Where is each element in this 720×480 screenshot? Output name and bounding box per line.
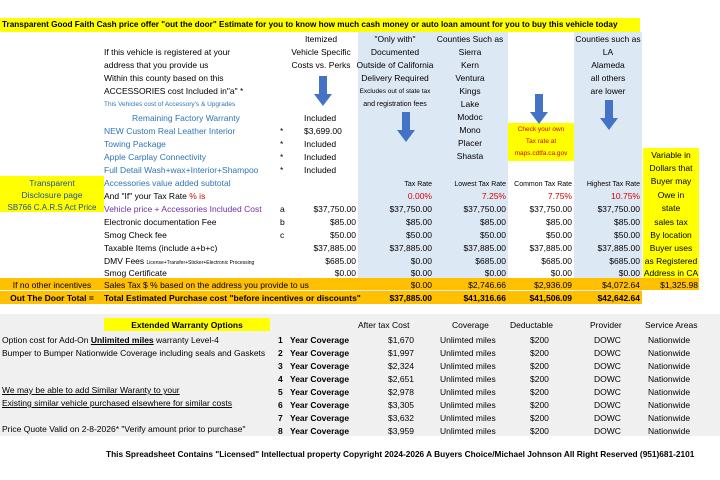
total-val: $37,885.00	[389, 293, 432, 303]
row-deductible: $200	[530, 335, 549, 345]
variable-note-8: as Registered	[644, 256, 698, 266]
similar-warranty-line-1: We may be able to add Similar Waranty to your	[2, 385, 180, 395]
row-term: Year Coverage	[290, 413, 350, 423]
row-coverage: Unlimted miles	[440, 348, 496, 358]
perk-label: Towing Package	[104, 139, 166, 149]
row-cost: $1,997	[388, 348, 414, 358]
row-term: Year Coverage	[290, 335, 350, 345]
perk-label: Accessories value added subtotal	[104, 178, 231, 188]
footer-copyright: This Spreadsheet Contains "Licensed" Intellectual property Copyright 2024-2026 A Buyers Choice/Michael Johnson All Right Reserved (951)681-2101	[106, 449, 695, 459]
row-deductible: $200	[530, 413, 549, 423]
only-with-h1: "Only with"	[374, 34, 416, 44]
row-val: $85.00	[406, 217, 432, 227]
sales-tax-label: Sales Tax $ % based on the address you provide to us	[104, 280, 309, 290]
row-term: Year Coverage	[290, 400, 350, 410]
perk-star: *	[280, 139, 284, 149]
check-tax-link[interactable]: maps.cdtfa.ca.gov	[514, 150, 568, 157]
down-arrow-icon	[314, 76, 332, 106]
total-val: $41,506.09	[529, 293, 572, 303]
row-cost: $3,959	[388, 426, 414, 436]
rate-header: Common Tax Rate	[514, 181, 572, 188]
perk-label: Full Detail Wash+wax+Interior+Shampoo	[104, 165, 259, 175]
row-val: $0.00	[550, 268, 572, 278]
row-val: $37,885.00	[597, 243, 640, 253]
row-label: Taxable Items (include a+b+c)	[104, 243, 218, 253]
row-coverage: Unlimted miles	[440, 413, 496, 423]
row-val: $37,750.00	[529, 204, 572, 214]
intro-line-1: If this vehicle is registered at your	[104, 47, 231, 57]
sales-tax-val: $2,936.09	[534, 280, 572, 290]
counties-low-0: Counties Such as	[436, 34, 504, 44]
row-val: $37,750.00	[389, 204, 432, 214]
tax-rate-label: And "If" your Tax Rate % is	[104, 191, 206, 201]
variable-note-2: Buyer may	[650, 176, 692, 186]
row-area: Nationwide	[648, 400, 691, 410]
down-arrow-icon	[397, 112, 415, 142]
check-tax-line-2: Tax rate at	[525, 138, 557, 145]
row-item: $0.00	[334, 268, 356, 278]
disclosure-label: Disclosure page	[21, 190, 83, 200]
row-val: $37,885.00	[463, 243, 506, 253]
row-val: $50.00	[546, 230, 572, 240]
total-label: Total Estimated Purchase cost "before incentives or discounts"	[104, 293, 361, 303]
variable-note-1: Dollars that	[649, 163, 693, 173]
perk-star: *	[280, 126, 284, 136]
row-term: Year Coverage	[290, 426, 350, 436]
row-cost: $3,305	[388, 400, 414, 410]
row-val: $0.00	[410, 256, 432, 266]
row-item: $85.00	[330, 217, 356, 227]
row-cost: $3,632	[388, 413, 414, 423]
only-with-h3: Outside of California	[356, 60, 434, 70]
intro-line-4: ACCESSORIES cost Included in"a" *	[104, 86, 244, 96]
counties-low-2: Kern	[461, 60, 479, 70]
variable-note-5: sales tax	[654, 217, 688, 227]
sales-tax-extra: $1,325.98	[660, 280, 698, 290]
row-num: 1	[278, 335, 283, 345]
row-area: Nationwide	[648, 348, 691, 358]
counties-high-1: LA	[602, 47, 614, 57]
tax-rate-value: 10.75%	[611, 191, 640, 201]
row-term: Year Coverage	[290, 348, 350, 358]
row-val: $0.00	[484, 268, 506, 278]
row-val: $85.00	[480, 217, 506, 227]
row-cost: $2,651	[388, 374, 414, 384]
counties-low-5: Lake	[460, 99, 480, 109]
counties-low-6: Modoc	[457, 112, 483, 122]
row-area: Nationwide	[648, 413, 691, 423]
row-item: $50.00	[330, 230, 356, 240]
perk-value: $3,699.00	[304, 126, 342, 136]
counties-low-1: Sierra	[458, 47, 482, 57]
warranty-intro-line-2: Bumper to Bumper Nationwide Coverage including seals and Gaskets	[2, 348, 266, 358]
row-num: 4	[278, 374, 283, 384]
warranty-header: Deductable	[510, 320, 554, 330]
only-with-note-2: and registration fees	[363, 101, 427, 108]
itemized-h3: Costs vs. Perks	[291, 60, 351, 70]
row-provider: DOWC	[594, 413, 621, 423]
only-with-h4: Delivery Required	[361, 73, 429, 83]
row-val: $37,750.00	[597, 204, 640, 214]
down-arrow-icon	[600, 100, 618, 130]
row-num: 8	[278, 426, 283, 436]
row-term: Year Coverage	[290, 361, 350, 371]
rate-header: Highest Tax Rate	[586, 181, 640, 188]
itemized-h2: Vehicle Specific	[291, 47, 351, 57]
intro-line-2: address that you provide us	[104, 60, 209, 70]
check-tax-line-1: Check your own	[517, 126, 565, 133]
row-val: $37,750.00	[463, 204, 506, 214]
sb766-label: SB766 C.A.R.S Act Price	[7, 203, 97, 212]
total-val: $41,316.66	[463, 293, 506, 303]
row-coverage: Unlimted miles	[440, 400, 496, 410]
row-term: Year Coverage	[290, 374, 350, 384]
variable-note-3: Owe in	[657, 190, 685, 200]
variable-note-0: Variable in	[651, 150, 691, 160]
warranty-header: Provider	[590, 320, 622, 330]
perk-value: Included	[304, 152, 337, 162]
rate-header: Tax Rate	[404, 181, 432, 188]
sales-tax-val: $2,746.66	[468, 280, 506, 290]
row-val: $0.00	[618, 268, 640, 278]
row-area: Nationwide	[648, 335, 691, 345]
row-term: Year Coverage	[290, 387, 350, 397]
perk-value: Included	[304, 139, 337, 149]
warranty-header: After tax Cost	[358, 320, 410, 330]
perk-label: Remaining Factory Warranty	[132, 113, 240, 123]
row-coverage: Unlimted miles	[440, 335, 496, 345]
variable-note-4: state	[661, 203, 681, 213]
row-deductible: $200	[530, 400, 549, 410]
warranty-intro-line-1: Option cost for Add-On Unlimited miles warranty Level-4	[2, 335, 219, 345]
counties-low-8: Placer	[457, 138, 483, 148]
row-code: b	[280, 217, 285, 227]
row-val: $50.00	[406, 230, 432, 240]
tax-rate-value: 7.25%	[481, 191, 506, 201]
row-deductible: $200	[530, 426, 549, 436]
row-provider: DOWC	[594, 400, 621, 410]
sales-tax-val: $4,072.64	[602, 280, 640, 290]
row-provider: DOWC	[594, 335, 621, 345]
row-coverage: Unlimted miles	[440, 374, 496, 384]
row-label: DMV Fees License+Transfer+Sticker+Electronic Processing	[104, 256, 255, 266]
row-label: Vehicle price + Accessories Included Cost	[104, 204, 262, 214]
intro-line-3: Within this county based on this	[104, 73, 224, 83]
row-provider: DOWC	[594, 387, 621, 397]
row-area: Nationwide	[648, 374, 691, 384]
row-code: a	[280, 204, 285, 214]
row-val: $85.00	[614, 217, 640, 227]
counties-low-7: Mono	[459, 125, 481, 135]
down-arrow-icon	[530, 94, 548, 124]
row-val: $685.00	[609, 256, 640, 266]
warranty-title: Extended Warranty Options	[131, 320, 243, 330]
similar-warranty-line-2: Existing similar vehicle purchased elsewhere for similar costs	[2, 398, 233, 408]
row-code: c	[280, 230, 285, 240]
row-num: 3	[278, 361, 283, 371]
tax-rate-value: 7.75%	[547, 191, 572, 201]
counties-low-3: Ventura	[455, 73, 485, 83]
perk-star: *	[280, 152, 284, 162]
counties-high-4: are lower	[590, 86, 626, 96]
row-val: $37,885.00	[529, 243, 572, 253]
row-coverage: Unlimted miles	[440, 387, 496, 397]
row-cost: $2,324	[388, 361, 414, 371]
row-val: $37,885.00	[389, 243, 432, 253]
total-val: $42,642.64	[597, 293, 640, 303]
row-item: $37,750.00	[313, 204, 356, 214]
variable-note-9: Address in CA	[643, 268, 699, 278]
row-provider: DOWC	[594, 348, 621, 358]
tax-rate-value: 0.00%	[407, 191, 432, 201]
counties-low-4: Kings	[459, 86, 481, 96]
row-val: $0.00	[410, 268, 432, 278]
only-with-note-1: Excludes out of state tax	[359, 88, 431, 95]
row-coverage: Unlimted miles	[440, 361, 496, 371]
perk-label: NEW Custom Real Leather Interior	[104, 126, 236, 136]
row-provider: DOWC	[594, 426, 621, 436]
row-cost: $2,978	[388, 387, 414, 397]
counties-high-2: Alameda	[591, 60, 625, 70]
row-item: $37,885.00	[313, 243, 356, 253]
perk-value: Included	[304, 165, 337, 175]
rate-header: Lowest Tax Rate	[454, 181, 506, 188]
row-label: Smog Certificate	[104, 268, 167, 278]
row-num: 6	[278, 400, 283, 410]
row-label: Electronic documentation Fee	[104, 217, 217, 227]
otd-total-label: Out The Door Total =	[10, 293, 94, 303]
price-quote: Price Quote Valid on 2-8-2026* "Verify amount prior to purchase"	[2, 424, 246, 434]
row-deductible: $200	[530, 361, 549, 371]
row-cost: $1,670	[388, 335, 414, 345]
row-deductible: $200	[530, 348, 549, 358]
row-area: Nationwide	[648, 387, 691, 397]
warranty-header: Service Areas	[645, 320, 698, 330]
row-item: $685.00	[325, 256, 356, 266]
counties-high-3: all others	[590, 73, 626, 83]
row-provider: DOWC	[594, 374, 621, 384]
variable-note-7: Buyer uses	[649, 243, 693, 253]
perk-value: Included	[304, 113, 337, 123]
row-val: $685.00	[475, 256, 506, 266]
sales-tax-val: $0.00	[410, 280, 432, 290]
itemized-h1: Itemized	[304, 34, 338, 44]
row-val: $685.00	[541, 256, 572, 266]
row-val: $85.00	[546, 217, 572, 227]
counties-low-9: Shasta	[456, 151, 484, 161]
row-area: Nationwide	[648, 426, 691, 436]
transparent-label: Transparent	[29, 178, 75, 188]
page-title: Transparent Good Faith Cash price offer "out the door" Estimate for you to know how much cash money or auto loan amount for you to buy this vehicle today	[2, 20, 618, 29]
perk-label: Apple Carplay Connectivity	[104, 152, 207, 162]
only-with-h2: Documented	[370, 47, 420, 57]
row-num: 7	[278, 413, 283, 423]
row-provider: DOWC	[594, 361, 621, 371]
row-val: $50.00	[480, 230, 506, 240]
row-coverage: Unlimted miles	[440, 426, 496, 436]
row-deductible: $200	[530, 387, 549, 397]
row-num: 2	[278, 348, 283, 358]
row-label: Smog Check fee	[104, 230, 167, 240]
counties-high-0: Counties such as	[575, 34, 641, 44]
variable-note-6: By location	[650, 230, 692, 240]
perk-star: *	[280, 165, 284, 175]
warranty-header: Coverage	[452, 320, 489, 330]
row-val: $50.00	[614, 230, 640, 240]
row-area: Nationwide	[648, 361, 691, 371]
intro-note: This Vehicles cost of Accessory's & Upgrades	[104, 101, 236, 108]
row-deductible: $200	[530, 374, 549, 384]
row-num: 5	[278, 387, 283, 397]
no-incentives-label: If no other incentives	[12, 280, 92, 290]
